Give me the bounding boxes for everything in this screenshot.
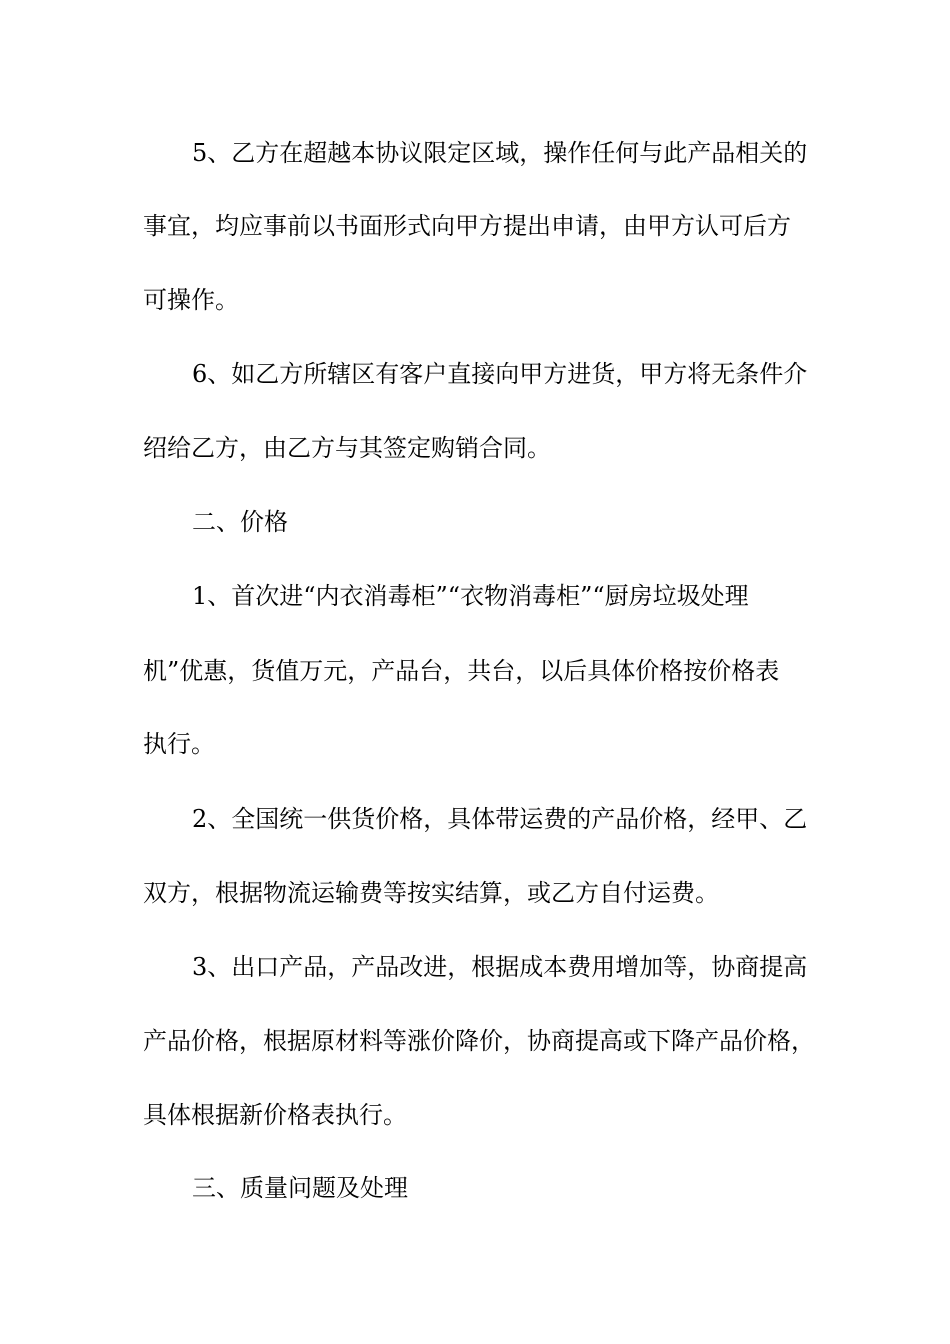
price-item-2-line-1: 2、全国统一供货价格，具体带运费的产品价格，经甲、乙 [192, 805, 808, 833]
paragraph-5-line-1: 5、乙方在超越本协议限定区域，操作任何与此产品相关的 [192, 139, 808, 167]
paragraph-6-line-1: 6、如乙方所辖区有客户直接向甲方进货，甲方将无条件介 [192, 360, 808, 388]
paragraph-6-line-2: 绍给乙方，由乙方与其签定购销合同。 [143, 434, 551, 462]
price-item-3-line-3: 具体根据新价格表执行。 [143, 1101, 407, 1129]
price-item-1-line-2: 机”优惠，货值万元，产品台，共台，以后具体价格按价格表 [143, 657, 780, 685]
price-item-3-line-2: 产品价格，根据原材料等涨价降价，协商提高或下降产品价格， [143, 1027, 815, 1055]
paragraph-5-line-3: 可操作。 [143, 286, 239, 314]
price-item-2-line-2: 双方，根据物流运输费等按实结算，或乙方自付运费。 [143, 879, 719, 907]
price-item-1-line-1: 1、首次进“内衣消毒柜”“衣物消毒柜”“厨房垃圾处理 [192, 582, 749, 610]
paragraph-5-line-2: 事宜，均应事前以书面形式向甲方提出申请，由甲方认可后方 [143, 212, 791, 240]
price-item-1-line-3: 执行。 [143, 730, 215, 758]
section-heading-price: 二、价格 [192, 508, 288, 536]
section-heading-quality: 三、质量问题及处理 [192, 1174, 408, 1202]
price-item-3-line-1: 3、出口产品，产品改进，根据成本费用增加等，协商提高 [192, 953, 808, 981]
